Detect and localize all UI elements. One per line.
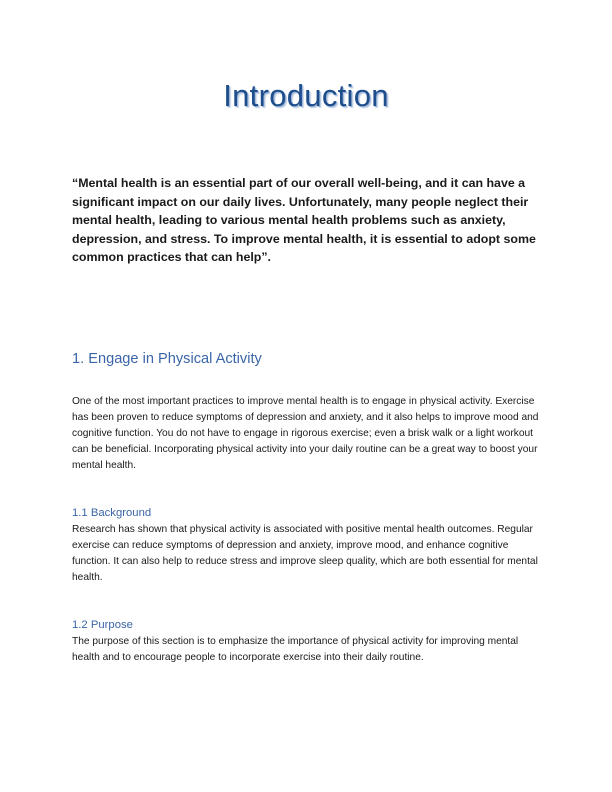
subsection-body-purpose: The purpose of this section is to emphasize the importance of physical activity for improving mental health and to encourage people to incorporate exercise into their daily routine. (72, 636, 519, 663)
subsection-body-background: Research has shown that physical activity is associated with positive mental health outcomes. Regular exercise can reduce symptoms of depression and anxiety, improve mood, and enhance cognitive function. It can also help to reduce stress and improve sleep quality, which are both essential for mental health. (72, 524, 538, 583)
section-body-physical-activity: One of the most important practices to improve mental health is to engage in physical activity. Exercise has been proven to reduce symptoms of depression and anxiety, and it also helps to improve mood and cognitive function. You do not have to engage in rigorous exercise; even a brisk walk or a light workout can be beneficial. Incorporating physical activity into your daily routine can be a great way to boost your mental health. (72, 396, 539, 471)
page-title: Introduction (223, 78, 389, 113)
section-heading-physical-activity: 1. Engage in Physical Activity (72, 351, 262, 367)
subsection-heading-background: 1.1 Background (72, 507, 152, 519)
intro-quote: “Mental health is an essential part of our overall well-being, and it can have a significant impact on our daily lives. Unfortunately, many people neglect their mental health, leading to various mental health problems such as anxiety, depression, and stress. To improve mental health, it is essential to adopt some common practices that can help”. (72, 176, 536, 264)
subsection-heading-purpose: 1.2 Purpose (72, 619, 133, 631)
